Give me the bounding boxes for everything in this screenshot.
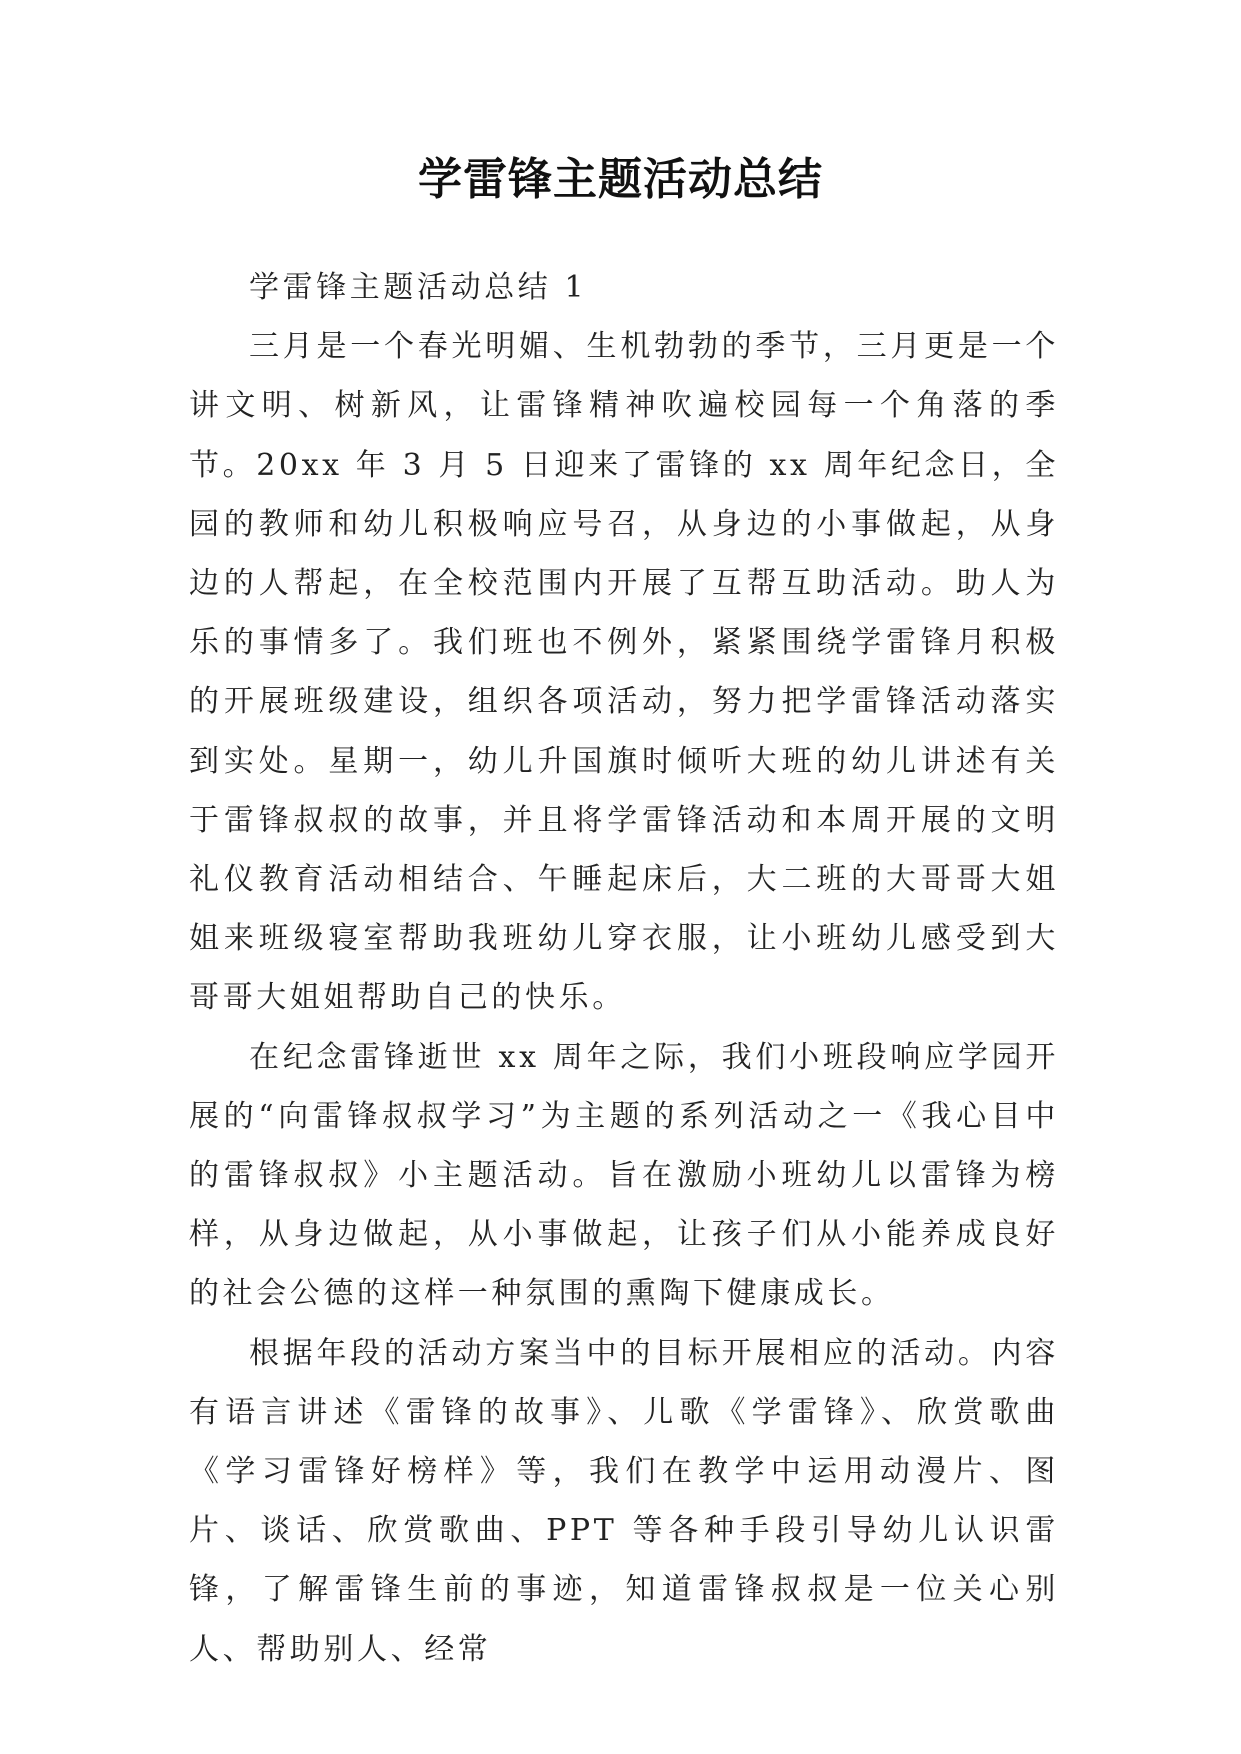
document-title: 学雷锋主题活动总结 (418, 154, 823, 205)
paragraph-2: 在纪念雷锋逝世 xx 周年之际，我们小班段响应学园开展的“向雷锋叔叔学习”为主题的系列活动之一《我心目中的雷锋叔叔》小主题活动。旨在激励小班幼儿以雷锋为榜样，从身边做起，从小事做起，让孩子们从小能养成良好的社会公德的这样一种氛围的熏陶下健康成长。 (189, 1039, 1059, 1312)
paragraph-3: 根据年段的活动方案当中的目标开展相应的活动。内容有语言讲述《雷锋的故事》、儿歌《学雷锋》、欣赏歌曲《学习雷锋好榜样》等，我们在教学中运用动漫片、图片、谈话、欣赏歌曲、PPT 等各种手段引导幼儿认识雷锋，了解雷锋生前的事迹，知道雷锋叔叔是一位关心别人、帮助别人、经常 (189, 1335, 1059, 1667)
paragraph-1: 三月是一个春光明媚、生机勃勃的季节，三月更是一个讲文明、树新风，让雷锋精神吹遍校园每一个角落的季节。20xx 年 3 月 5 日迎来了雷锋的 xx 周年纪念日，全园的教师和幼儿积极响应号召，从身边的小事做起，从身边的人帮起，在全校范围内开展了互帮互助活动。助人为乐的事情多了。我们班也不例外，紧紧围绕学雷锋月积极的开展班级建设，组织各项活动，努力把学雷锋活动落实到实处。星期一，幼儿升国旗时倾听大班的幼儿讲述有关于雷锋叔叔的故事，并且将学雷锋活动和本周开展的文明礼仪教育活动相结合、午睡起床后，大二班的大哥哥大姐姐来班级寝室帮助我班幼儿穿衣服，让小班幼儿感受到大哥哥大姐姐帮助自己的快乐。 (189, 329, 1059, 1016)
document-body (189, 258, 1059, 1679)
section-heading: 学雷锋主题活动总结 1 (249, 270, 588, 305)
